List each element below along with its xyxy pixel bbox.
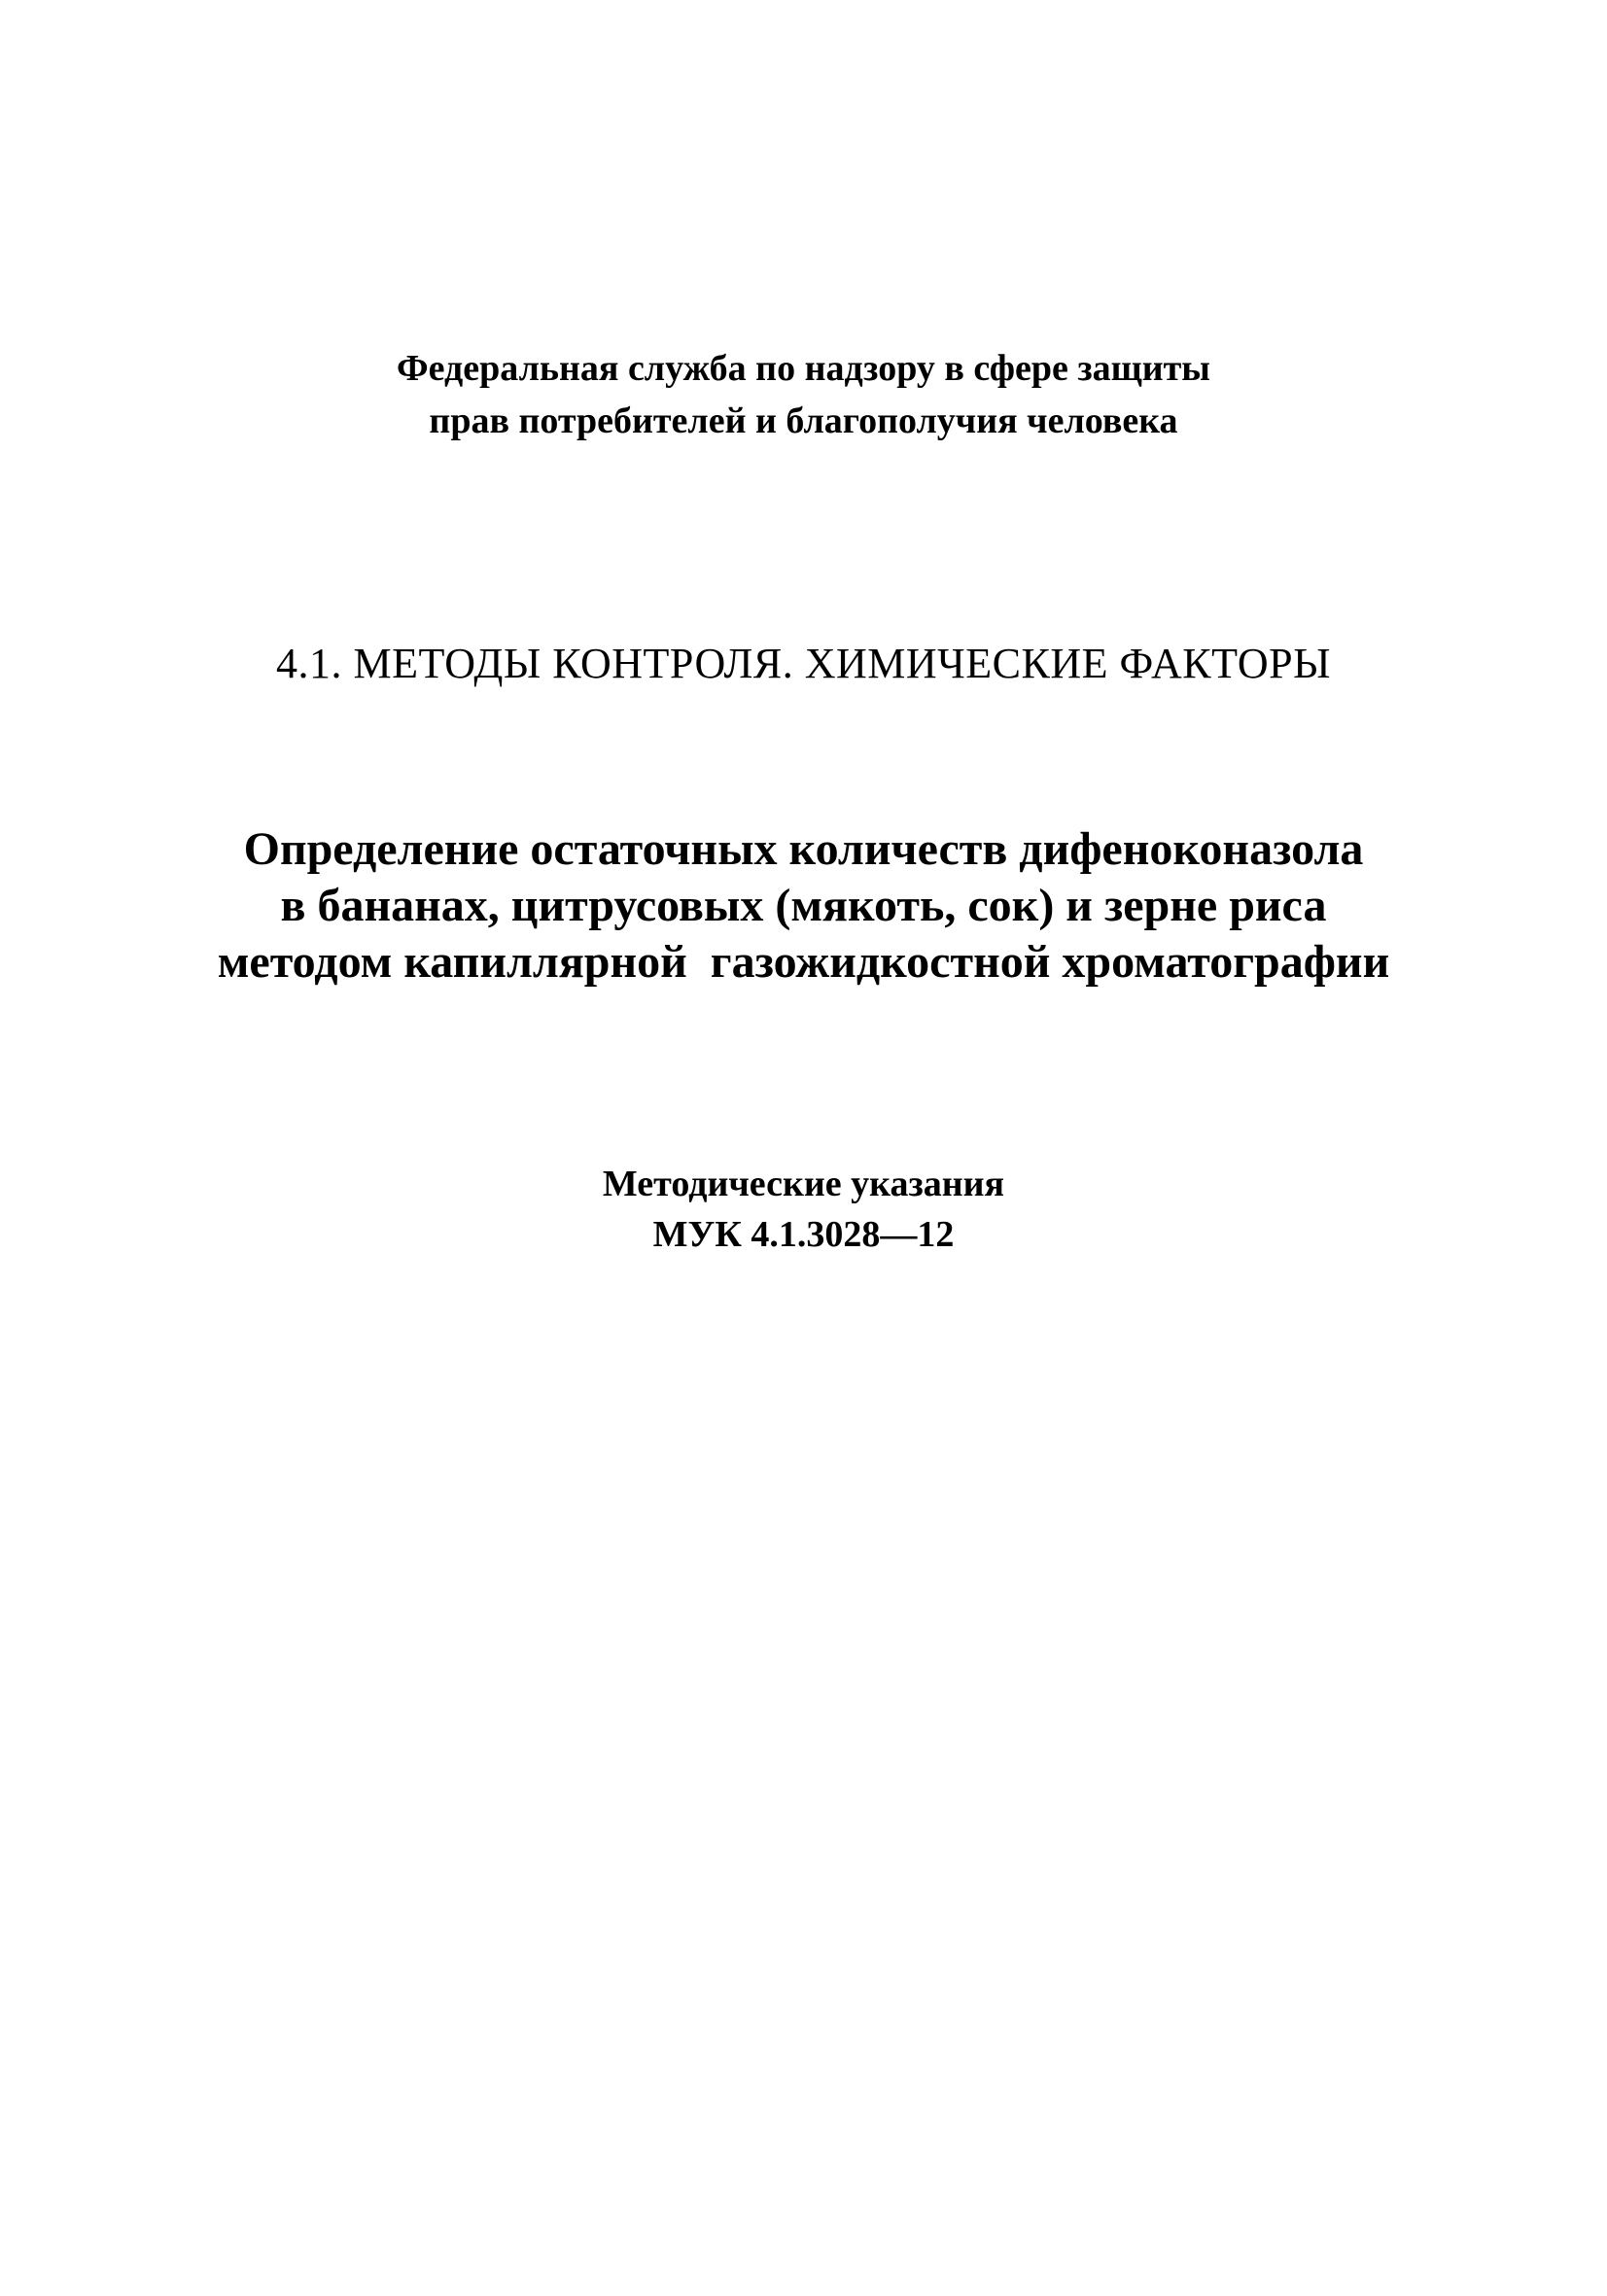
document-title-line-2: в бананах, цитрусовых (мякоть, сок) и зерне риса: [280, 880, 1327, 931]
section-category-text: 4.1. МЕТОДЫ КОНТРОЛЯ. ХИМИЧЕСКИЕ ФАКТОРЫ: [275, 640, 1332, 687]
document-code: МУК 4.1.3028—12: [652, 1214, 955, 1255]
document-title-line-3: методом капиллярной газожидкостной хроматографии: [217, 936, 1390, 988]
document-type-label: Методические указания: [602, 1164, 1005, 1204]
agency-name: [0, 342, 1607, 447]
document-title: [0, 821, 1607, 991]
document-title-line-1: Определение остаточных количеств дифеноконазола: [243, 823, 1364, 875]
agency-name-line-2: прав потребителей и благополучия человека: [429, 400, 1178, 441]
agency-name-line-1: Федеральная служба по надзору в сфере защиты: [397, 348, 1210, 389]
section-category: [0, 637, 1607, 691]
document-type: [0, 1159, 1607, 1260]
